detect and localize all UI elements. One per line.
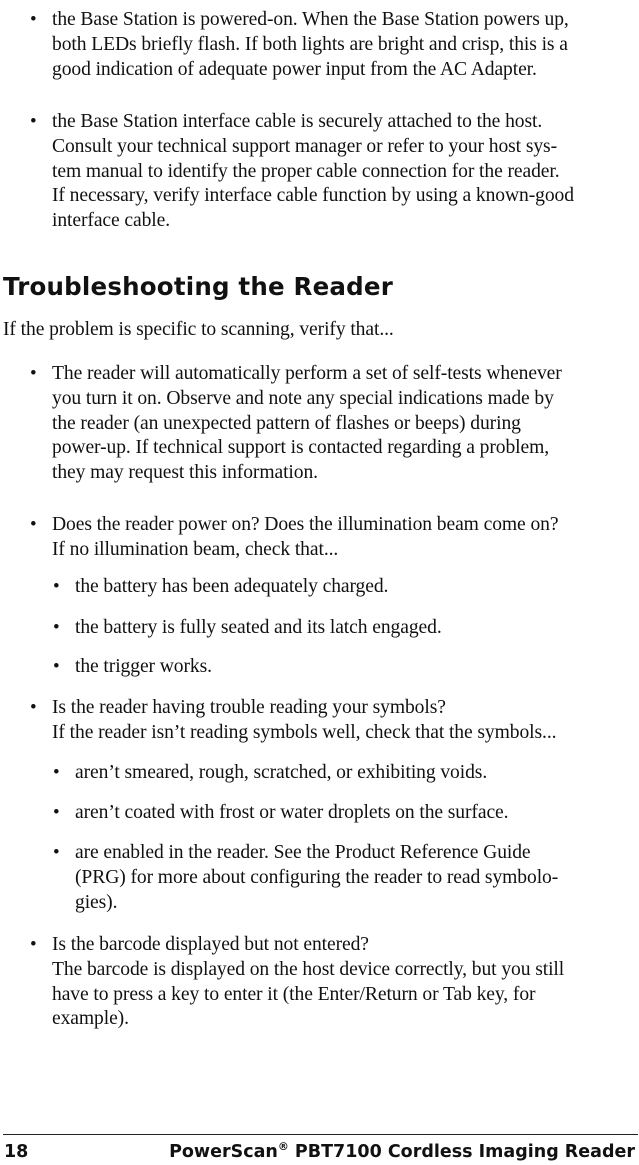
trigger-item xyxy=(75,655,212,680)
text-line: interface cable. xyxy=(52,210,171,232)
base-station-cable-item xyxy=(52,110,574,234)
text-line: example). xyxy=(52,1008,129,1030)
text-line: aren’t smeared, rough, scratched, or exhibiting voids. xyxy=(75,762,488,783)
text-line: The reader will automatically perform a set of self-tests whenever xyxy=(52,363,562,384)
sub-bullet-marker: • xyxy=(53,576,60,597)
page-number: 18 xyxy=(4,1142,29,1162)
reading-trouble-item xyxy=(52,696,556,746)
text-line: The barcode is displayed on the host device correctly, but you still xyxy=(52,958,565,980)
text-line: power-up. If technical support is contacted regarding a problem, xyxy=(52,437,550,459)
product-model: PBT7100 Cordless Imaging Reader xyxy=(288,1142,635,1162)
battery-seated-item xyxy=(75,616,442,641)
text-line: gies). xyxy=(75,891,118,913)
text-line: the trigger works. xyxy=(75,656,212,677)
text-line: Is the reader having trouble reading your symbols? xyxy=(52,697,446,718)
running-footer-title xyxy=(169,1141,635,1163)
text-line: the battery is fully seated and its latch engaged. xyxy=(75,617,442,638)
text-line: aren’t coated with frost or water droplets on the surface. xyxy=(75,802,509,823)
sub-bullet-marker: • xyxy=(53,762,60,783)
text-line: are enabled in the reader. See the Product Reference Guide xyxy=(75,842,531,863)
text-line: have to press a key to enter it (the Enter/Return or Tab key, for xyxy=(52,983,536,1005)
text-line: Does the reader power on? Does the illumination beam come on? xyxy=(52,514,559,535)
symbols-smeared-item xyxy=(75,761,487,786)
sub-bullet-marker: • xyxy=(53,802,60,823)
text-line: Is the barcode displayed but not entered? xyxy=(52,934,369,955)
section-intro: If the problem is specific to scanning, verify that... xyxy=(3,319,394,340)
product-name: PowerScan xyxy=(169,1142,278,1162)
text-line: (PRG) for more about configuring the reader to read symbolo- xyxy=(75,866,559,888)
battery-charged-item xyxy=(75,575,388,600)
base-station-powered-item xyxy=(52,8,569,82)
power-on-item xyxy=(52,513,558,563)
text-line: the Base Station interface cable is securely attached to the host. xyxy=(52,111,543,132)
sub-bullet-marker: • xyxy=(53,656,60,677)
bullet-marker: • xyxy=(30,697,37,718)
text-line: they may request this information. xyxy=(52,462,318,484)
section-heading: Troubleshooting the Reader xyxy=(3,272,393,301)
self-test-item xyxy=(52,362,562,486)
footer-divider xyxy=(3,1134,638,1135)
sub-bullet-marker: • xyxy=(53,617,60,638)
text-line: If the reader isn’t reading symbols well, check that the symbols... xyxy=(52,721,557,743)
bullet-marker: • xyxy=(30,363,37,384)
barcode-not-entered-item xyxy=(52,933,564,1032)
bullet-marker: • xyxy=(30,9,37,30)
text-line: the battery has been adequately charged. xyxy=(75,576,389,597)
bullet-marker: • xyxy=(30,111,37,132)
bullet-marker: • xyxy=(30,514,37,535)
text-line: the reader (an unexpected pattern of flashes or beeps) during xyxy=(52,412,521,434)
text-line: good indication of adequate power input from the AC Adapter. xyxy=(52,58,537,80)
text-line: you turn it on. Observe and note any special indications made by xyxy=(52,387,554,409)
registered-mark: ® xyxy=(277,1140,289,1153)
text-line: Consult your technical support manager or refer to your host sys- xyxy=(52,135,557,157)
text-line: the Base Station is powered-on. When the Base Station powers up, xyxy=(52,9,569,30)
text-line: If no illumination beam, check that... xyxy=(52,538,339,560)
text-line: tem manual to identify the proper cable connection for the reader. xyxy=(52,160,560,182)
text-line: both LEDs briefly flash. If both lights are bright and crisp, this is a xyxy=(52,33,568,55)
symbols-enabled-item xyxy=(75,841,558,915)
text-line: If necessary, verify interface cable function by using a known-good xyxy=(52,185,574,207)
bullet-marker: • xyxy=(30,934,37,955)
symbols-frost-item xyxy=(75,801,508,826)
sub-bullet-marker: • xyxy=(53,842,60,863)
